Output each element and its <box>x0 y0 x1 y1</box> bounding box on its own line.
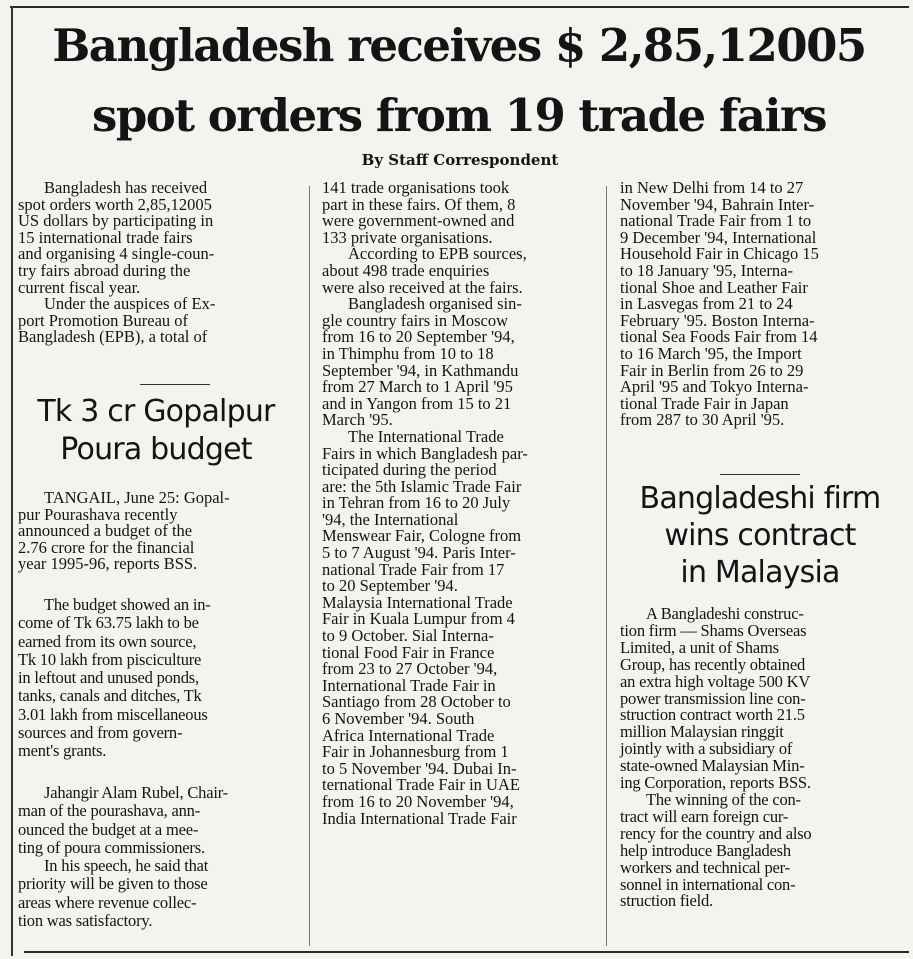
text-line: year 1995-96, reports BSS. <box>18 554 198 574</box>
text-line: Household Fair in Chicago 15 <box>620 244 819 264</box>
text-line: Limited, a unit of Shams <box>620 637 779 657</box>
text-line: tion was satisfactory. <box>18 911 153 931</box>
text-line: Under the auspices of Ex- <box>44 294 216 314</box>
text-line: priority will be given to those <box>18 874 208 894</box>
main-story-column-2 <box>322 180 594 827</box>
text-line: Africa International Trade <box>322 725 495 745</box>
text-line: 2.76 crore for the financial <box>18 537 195 557</box>
text-line: announced a budget of the <box>18 521 193 541</box>
text-line: tional Trade Fair in Japan <box>620 393 789 413</box>
column-divider-1 <box>309 186 310 946</box>
text-line: April '95 and Tokyo Interna- <box>620 377 809 397</box>
text-line: in Tehran from 16 to 20 July <box>322 493 511 513</box>
text-line: and organising 4 single-coun- <box>18 244 215 264</box>
text-line: were government-owned and <box>322 211 515 231</box>
text-line: gle country fairs in Moscow <box>322 310 509 330</box>
text-line: power transmission line con- <box>620 688 806 708</box>
text-line: 133 private organisations. <box>322 227 493 247</box>
text-line: Fair in Kuala Lumpur from 4 <box>322 609 515 629</box>
text-line: According to EPB sources, <box>348 244 527 264</box>
text-line: from 16 to 20 November '94, <box>322 791 514 811</box>
text-line: ternational Trade Fair in UAE <box>322 775 520 795</box>
text-line: Santiago from 28 October to <box>322 692 511 712</box>
text-line: part in these fairs. Of them, 8 <box>322 194 516 214</box>
text-line: to 18 January '95, Interna- <box>620 260 793 280</box>
text-line: tional Food Fair in France <box>322 642 495 662</box>
text-line: India International Trade Fair <box>322 808 517 828</box>
text-line: in leftout and unused ponds, <box>18 668 199 688</box>
text-line: tanks, canals and ditches, Tk <box>18 686 202 706</box>
text-line: 15 international trade fairs <box>18 227 193 247</box>
text-line: February '95. Boston Interna- <box>620 310 815 330</box>
text-line: tional Shoe and Leather Fair <box>620 277 808 297</box>
text-line: Group, has recently obtained <box>620 654 806 674</box>
text-line: help introduce Bangladesh <box>620 840 791 860</box>
text-line: areas where revenue collec- <box>18 892 197 912</box>
text-line: spot orders worth 2,85,12005 <box>18 194 212 214</box>
text-line: ting of poura commissioners. <box>18 837 205 857</box>
malaysia-headline-line-3: in Malaysia <box>680 555 840 590</box>
text-line: port Promotion Bureau of <box>18 310 189 330</box>
text-line: to 5 November '94. Dubai In- <box>322 758 517 778</box>
text-line: are: the 5th Islamic Trade Fair <box>322 476 522 496</box>
text-line: from 287 to 30 April '95. <box>620 410 785 430</box>
text-line: to 9 October. Sial Interna- <box>322 626 494 646</box>
text-line: The budget showed an in- <box>44 595 211 614</box>
text-line: September '94, in Kathmandu <box>322 360 519 380</box>
text-line: jointly with a subsidiary of <box>620 739 793 759</box>
column-divider-2 <box>606 186 607 946</box>
text-line: 3.01 lakh from miscellaneous <box>18 704 208 724</box>
text-line: and in Yangon from 15 to 21 <box>322 393 512 413</box>
text-line: were also received at the fairs. <box>322 277 523 297</box>
text-line: struction field. <box>620 891 714 911</box>
text-line: US dollars by participating in <box>18 211 214 231</box>
text-line: Malaysia International Trade <box>322 592 513 612</box>
text-line: A Bangladeshi construc- <box>646 604 804 623</box>
malaysia-story-body <box>620 606 895 910</box>
text-line: to 16 March '95, the Import <box>620 343 802 363</box>
text-line: workers and technical per- <box>620 857 790 877</box>
text-line: national Trade Fair from 1 to <box>620 211 812 231</box>
text-line: an extra high voltage 500 KV <box>620 671 811 691</box>
gopalpur-headline <box>14 393 298 469</box>
text-line: November '94, Bahrain Inter- <box>620 194 815 214</box>
text-line: Jahangir Alam Rubel, Chair- <box>44 783 228 802</box>
top-rule <box>10 6 909 8</box>
text-line: ticipated during the period <box>322 460 497 480</box>
text-line: in Lasvegas from 21 to 24 <box>620 294 793 314</box>
bottom-rule <box>24 951 909 953</box>
main-story-column-3 <box>620 180 895 429</box>
text-line: tract will earn foreign cur- <box>620 806 789 826</box>
text-line: rency for the country and also <box>620 823 812 843</box>
text-line: from 23 to 27 October '94, <box>322 659 498 679</box>
text-line: come of Tk 63.75 lakh to be <box>18 613 199 633</box>
text-line: sonnel in international con- <box>620 874 796 894</box>
text-line: try fairs abroad during the <box>18 260 191 280</box>
text-line: Menswear Fair, Cologne from <box>322 526 522 546</box>
gopalpur-paragraph-1 <box>18 490 296 573</box>
text-line: from 16 to 20 September '94, <box>322 327 515 347</box>
gopalpur-paragraph-2 <box>18 596 296 761</box>
text-line: Bangladesh (EPB), a total of <box>18 327 208 347</box>
main-story-column-1 <box>18 180 296 346</box>
text-line: The International Trade <box>348 426 504 446</box>
text-line: million Malaysian ringgit <box>620 722 784 742</box>
text-line: state-owned Malaysian Min- <box>620 756 805 776</box>
gopalpur-headline-line-1: Tk 3 cr Gopalpur <box>37 394 275 429</box>
text-line: '94, the International <box>322 509 459 529</box>
text-line: pur Pourashava recently <box>18 504 178 524</box>
text-line: In his speech, he said that <box>44 856 209 876</box>
text-line: Fairs in which Bangladesh par- <box>322 443 528 463</box>
text-line: current fiscal year. <box>18 277 141 297</box>
text-line: in New Delhi from 14 to 27 <box>620 178 804 197</box>
text-line: ment's grants. <box>18 741 107 761</box>
left-edge-rule <box>11 6 13 956</box>
text-line: 5 to 7 August '94. Paris Inter- <box>322 543 516 563</box>
main-headline-line-1: Bangladesh receives $ 2,85,12005 <box>52 19 866 72</box>
malaysia-headline <box>614 480 906 591</box>
text-line: Bangladesh has received <box>44 178 208 197</box>
main-headline-line-2: spot orders from 19 trade fairs <box>91 89 826 142</box>
malaysia-headline-line-2: wins contract <box>664 518 856 553</box>
text-line: Bangladesh organised sin- <box>348 294 522 314</box>
malaysia-headline-line-1: Bangladeshi firm <box>639 481 881 516</box>
gopalpur-paragraph-3 <box>18 784 296 930</box>
text-line: 9 December '94, International <box>620 227 817 247</box>
text-line: ounced the budget at a mee- <box>18 819 199 839</box>
text-line: 141 trade organisations took <box>322 178 510 197</box>
text-line: to 20 September '94. <box>322 576 458 596</box>
text-line: TANGAIL, June 25: Gopal- <box>44 488 230 507</box>
text-line: in Thimphu from 10 to 18 <box>322 343 494 363</box>
text-line: 6 November '94. South <box>322 709 475 728</box>
text-line: Fair in Johannesburg from 1 <box>322 742 509 762</box>
text-line: tional Sea Foods Fair from 14 <box>620 327 818 347</box>
text-line: man of the pourashava, ann- <box>18 801 200 821</box>
text-line: ing Corporation, reports BSS. <box>620 773 811 793</box>
text-line: Fair in Berlin from 26 to 29 <box>620 360 804 380</box>
text-line: The winning of the con- <box>646 789 801 809</box>
story-separator-rule <box>720 474 800 475</box>
text-line: earned from its own source, <box>18 631 197 651</box>
text-line: national Trade Fair from 17 <box>322 559 505 579</box>
byline: By Staff Correspondent <box>361 151 559 169</box>
text-line: International Trade Fair in <box>322 675 496 695</box>
text-line: tion firm — Shams Overseas <box>620 620 807 640</box>
text-line: struction contract worth 21.5 <box>620 705 805 725</box>
text-line: Tk 10 lakh from pisciculture <box>18 649 202 669</box>
text-line: about 498 trade enquiries <box>322 260 490 280</box>
story-separator-rule <box>140 384 210 385</box>
text-line: sources and from govern- <box>18 723 183 743</box>
text-line: March '95. <box>322 410 393 430</box>
text-line: from 27 March to 1 April '95 <box>322 377 513 397</box>
gopalpur-headline-line-2: Poura budget <box>60 432 252 467</box>
